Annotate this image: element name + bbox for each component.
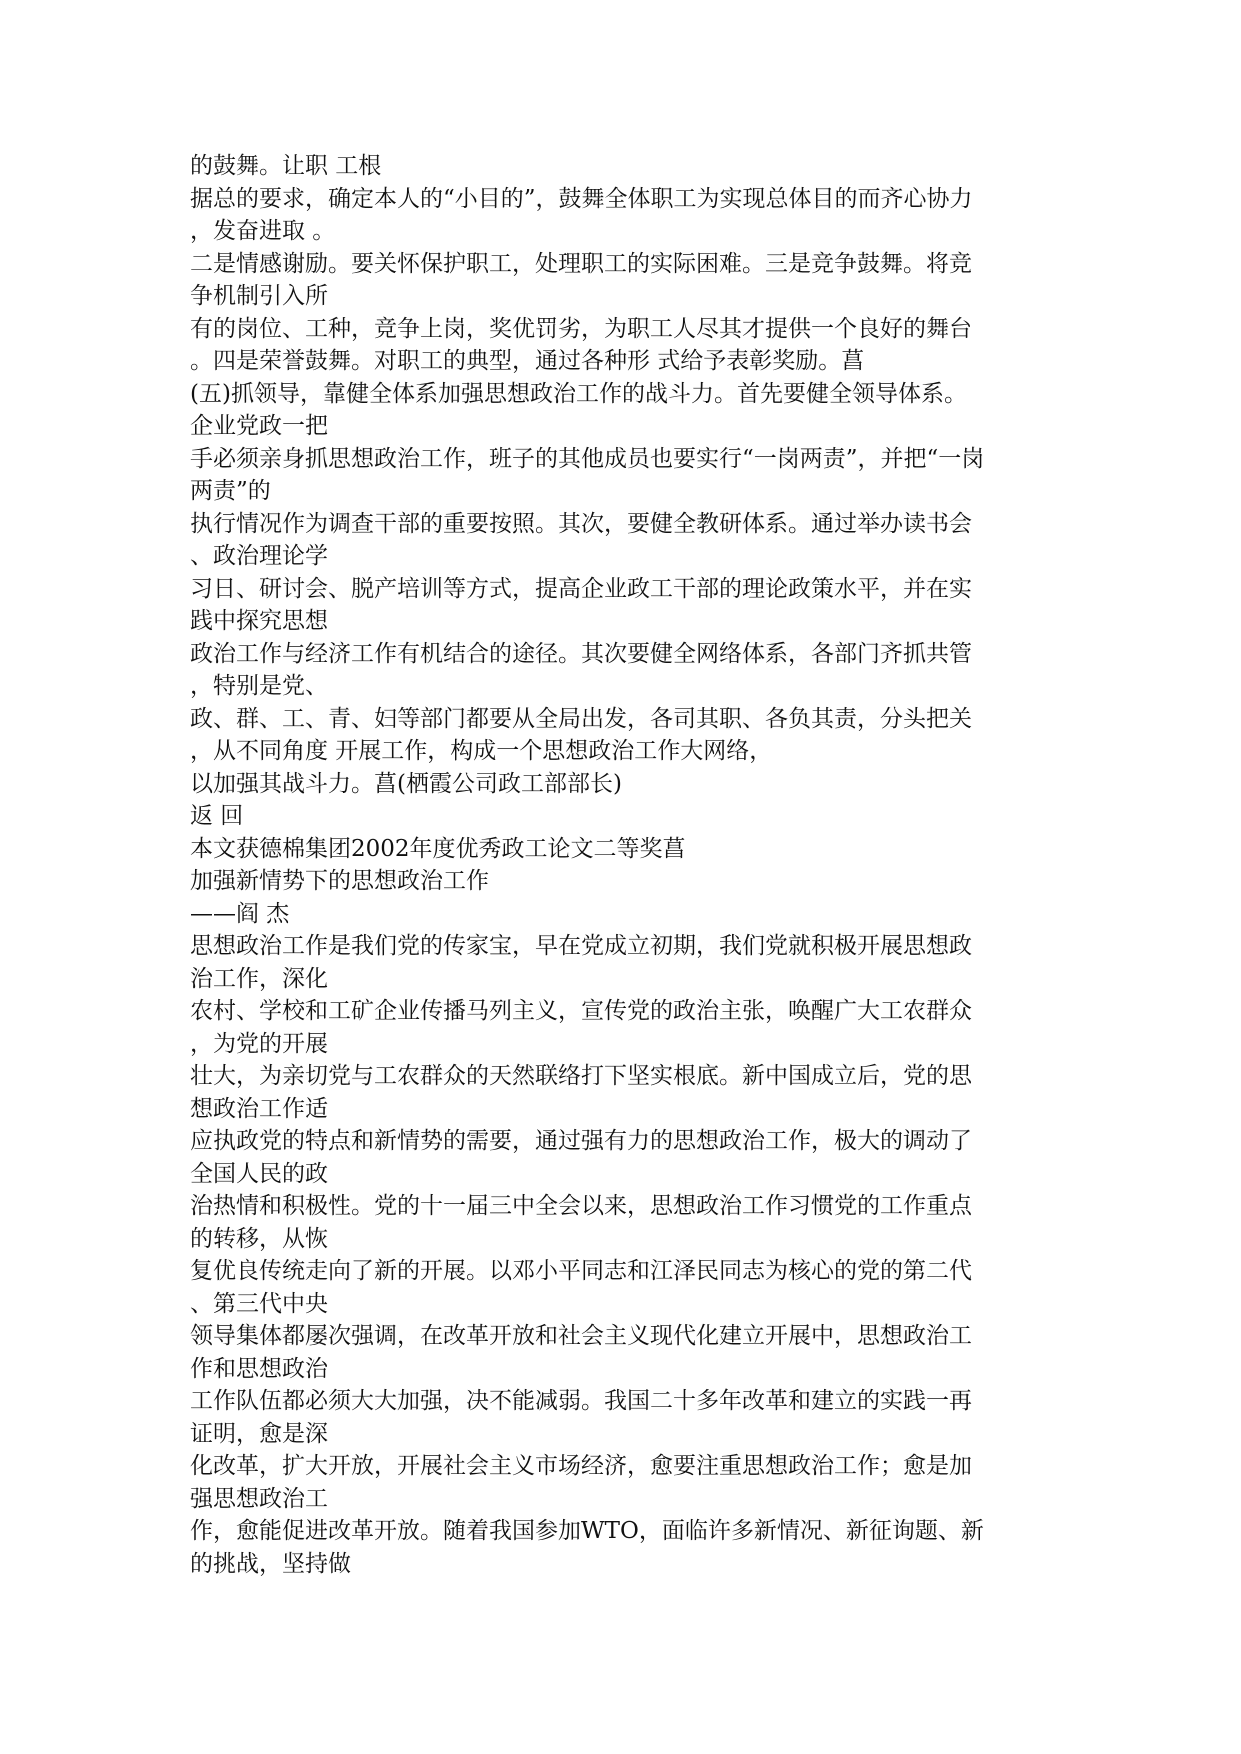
text-line: 壮大，为亲切党与工农群众的天然联络打下坚实根底。新中国成立后，党的思	[190, 1063, 972, 1089]
text-line: 治热情和积极性。党的十一届三中全会以来，思想政治工作习惯党的工作重点	[190, 1193, 972, 1219]
text-line: 作，愈能促进改革开放。随着我国参加WTO，面临许多新情况、新征询题、新	[190, 1518, 984, 1544]
return-link[interactable]: 返 回	[190, 803, 244, 829]
text-line: 应执政党的特点和新情势的需要，通过强有力的思想政治工作，极大的调动了	[190, 1128, 972, 1154]
text-line: 据总的要求，确定本人的“小目的”，鼓舞全体职工为实现总体目的而齐心协力	[190, 185, 973, 212]
text-line: 工作队伍都必须大大加强，决不能减弱。我国二十多年改革和建立的实践一再	[190, 1388, 972, 1414]
text-line: 两责”的	[190, 478, 271, 504]
text-line: 践中探究思想	[190, 608, 328, 634]
text-line: ，为党的开展	[190, 1030, 328, 1057]
article-author: ——阎 杰	[190, 900, 290, 927]
text-line: 领导集体都屡次强调，在改革开放和社会主义现代化建立开展中，思想政治工	[190, 1323, 972, 1349]
text-line: 企业党政一把	[190, 413, 328, 439]
text-line: 农村、学校和工矿企业传播马列主义，宣传党的政治主张，唤醒广大工农群众	[190, 998, 972, 1024]
document-body	[190, 150, 1070, 1580]
text-line: 的挑战，坚持做	[190, 1550, 351, 1577]
text-line: 证明，愈是深	[190, 1420, 328, 1447]
text-line: 习日、研讨会、脱产培训等方式，提高企业政工干部的理论政策水平，并在实	[190, 575, 972, 602]
text-line: 政、群、工、青、妇等部门都要从全局出发，各司其职、各负其责，分头把关	[190, 705, 972, 732]
article-title: 加强新情势下的思想政治工作	[190, 868, 489, 894]
text-line: ，从不同角度 开展工作，构成一个思想政治工作大网络，	[190, 738, 773, 764]
text-line: 作和思想政治	[190, 1355, 328, 1382]
text-line: 想政治工作适	[190, 1095, 328, 1122]
text-line: 有的岗位、工种，竞争上岗，奖优罚劣，为职工人尽其才提供一个良好的舞台	[190, 315, 972, 342]
text-line: 政治工作与经济工作有机结合的途径。其次要健全网络体系，各部门齐抓共管	[190, 640, 972, 667]
text-line: 争机制引入所	[190, 283, 328, 309]
text-line: 执行情况作为调查干部的重要按照。其次，要健全教研体系。通过举办读书会	[190, 510, 972, 537]
text-line: ，发奋进取 。	[190, 218, 336, 244]
text-line: 复优良传统走向了新的开展。以邓小平同志和江泽民同志为核心的党的第二代	[190, 1258, 972, 1284]
text-line: 的转移，从恢	[190, 1225, 328, 1252]
text-line: 二是情感谢励。要关怀保护职工，处理职工的实际困难。三是竞争鼓舞。将竞	[190, 250, 972, 277]
text-line: 的鼓舞。让职 工根	[190, 153, 382, 179]
text-line: 治工作，深化	[190, 965, 328, 992]
text-line: 全国人民的政	[190, 1160, 328, 1187]
text-line: 。四是荣誉鼓舞。对职工的典型，通过各种形 式给予表彰奖励。菖	[190, 348, 865, 374]
text-line: 化改革，扩大开放，开展社会主义市场经济，愈要注重思想政治工作；愈是加	[190, 1453, 972, 1479]
text-line: 、第三代中央	[190, 1290, 328, 1317]
text-line: 强思想政治工	[190, 1485, 328, 1512]
text-line: ，特别是党、	[190, 673, 328, 699]
text-line: 思想政治工作是我们党的传家宝，早在党成立初期，我们党就积极开展思想政	[190, 933, 972, 959]
text-line: 手必须亲身抓思想政治工作，班子的其他成员也要实行“一岗两责”，并把“一岗	[190, 445, 985, 472]
text-line: (五)抓领导，靠健全体系加强思想政治工作的战斗力。首先要健全领导体系。	[190, 380, 967, 407]
award-note: 本文获德棉集团2002年度优秀政工论文二等奖菖	[190, 835, 686, 862]
text-line: 以加强其战斗力。菖(栖霞公司政工部部长)	[190, 770, 622, 797]
text-line: 、政治理论学	[190, 543, 328, 569]
